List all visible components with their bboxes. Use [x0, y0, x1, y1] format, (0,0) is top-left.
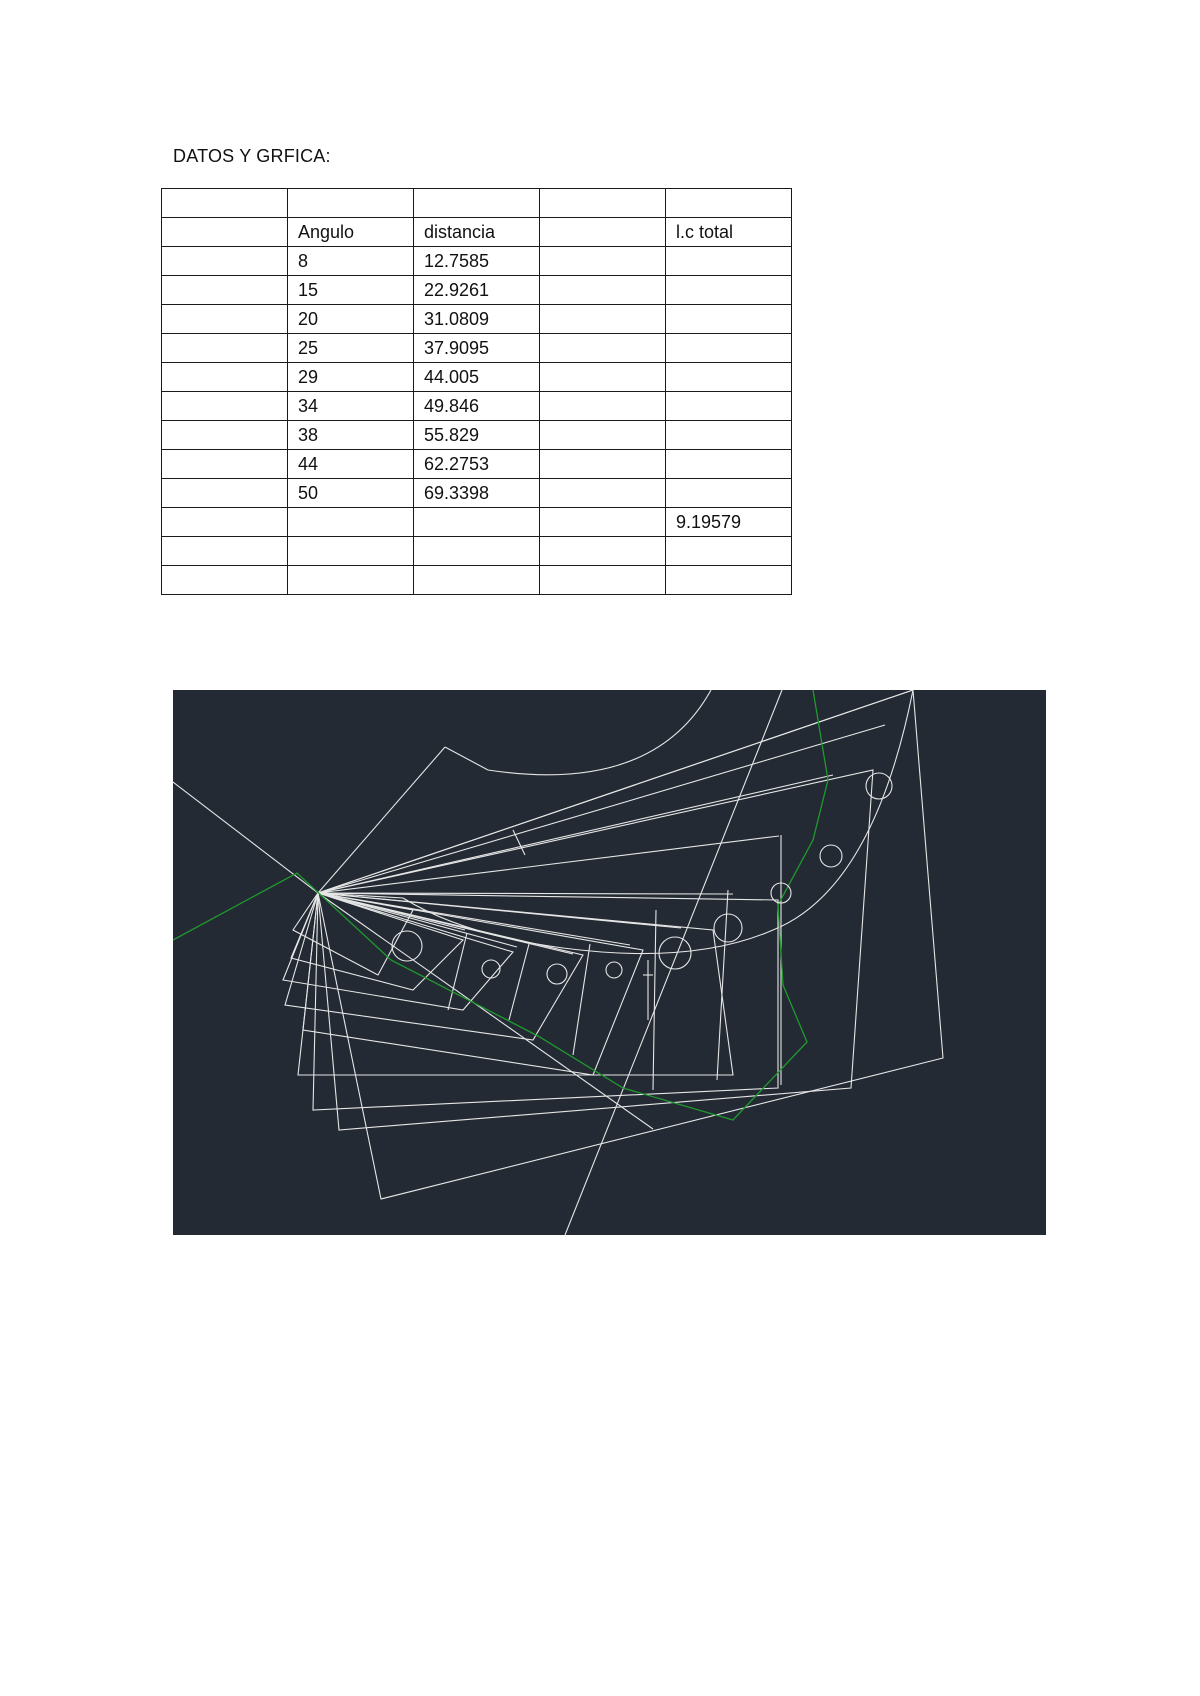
table-cell: [666, 537, 792, 566]
table-cell: [540, 189, 666, 218]
cad-rotated-rectangle: [298, 893, 733, 1075]
table-cell: 25: [288, 334, 414, 363]
cad-circle-marker: [606, 962, 622, 978]
table-cell: [162, 218, 288, 247]
cad-circle-marker: [482, 960, 500, 978]
cad-arc: [488, 690, 711, 775]
table-row: [162, 566, 792, 595]
table-cell: 55.829: [414, 421, 540, 450]
data-table: [161, 188, 792, 595]
cad-rotated-rectangle: [303, 893, 643, 1075]
cad-measure-line: [509, 944, 529, 1020]
table-row: [162, 392, 792, 421]
table-cell: [666, 334, 792, 363]
table-cell: [540, 363, 666, 392]
table-row: [162, 276, 792, 305]
table-cell: 34: [288, 392, 414, 421]
table-cell: [666, 392, 792, 421]
table-cell: [162, 479, 288, 508]
table-cell: 20: [288, 305, 414, 334]
table-cell: [666, 247, 792, 276]
table-cell: [162, 508, 288, 537]
table-cell: [540, 392, 666, 421]
table-cell: [540, 276, 666, 305]
table-cell: 9.19579: [666, 508, 792, 537]
table-cell: [162, 566, 288, 595]
table-cell: [162, 334, 288, 363]
cad-ray: [318, 725, 885, 893]
cad-profile-line: [173, 690, 828, 1120]
cad-circle-marker: [820, 845, 842, 867]
table-cell: [666, 450, 792, 479]
table-cell: [666, 566, 792, 595]
table-cell: [540, 305, 666, 334]
table-cell: [540, 450, 666, 479]
table-cell: [540, 479, 666, 508]
table-cell: [666, 421, 792, 450]
cad-measure-line: [717, 890, 728, 1080]
table-row: [162, 450, 792, 479]
table-cell: 29: [288, 363, 414, 392]
table-cell: 37.9095: [414, 334, 540, 363]
table-cell: [666, 276, 792, 305]
table-cell: [414, 566, 540, 595]
cad-measure-line: [653, 910, 656, 1090]
table-row: [162, 218, 792, 247]
table-cell: [666, 189, 792, 218]
table-row: [162, 421, 792, 450]
table-cell: [162, 421, 288, 450]
cad-ray: [318, 775, 833, 893]
cad-line: [318, 893, 653, 1129]
cad-circle-marker: [547, 964, 567, 984]
table-cell: [540, 421, 666, 450]
table-cell: [540, 537, 666, 566]
table-cell: [540, 334, 666, 363]
table-cell: [414, 189, 540, 218]
cad-line: [445, 747, 488, 770]
table-cell: [162, 537, 288, 566]
table-cell: 38: [288, 421, 414, 450]
cad-drawing: [173, 690, 1046, 1235]
data-table-body: [162, 189, 792, 595]
table-cell: 62.2753: [414, 450, 540, 479]
table-cell: 12.7585: [414, 247, 540, 276]
cad-circle-marker: [714, 914, 742, 942]
cad-drawing-svg: [173, 690, 1046, 1235]
cad-ray: [318, 836, 779, 893]
table-row: [162, 479, 792, 508]
table-row: [162, 305, 792, 334]
cad-circle-marker: [866, 773, 892, 799]
table-cell: [414, 537, 540, 566]
cad-rotated-rectangle: [313, 893, 778, 1110]
table-cell: [162, 363, 288, 392]
table-cell: [162, 247, 288, 276]
table-cell: [540, 508, 666, 537]
table-cell: [288, 508, 414, 537]
table-row: [162, 247, 792, 276]
table-cell: 50: [288, 479, 414, 508]
table-cell: 44.005: [414, 363, 540, 392]
table-cell: [666, 363, 792, 392]
page-heading: DATOS Y GRFICA:: [173, 146, 331, 166]
table-cell: [162, 305, 288, 334]
table-cell: [540, 566, 666, 595]
table-row: [162, 537, 792, 566]
table-row: [162, 508, 792, 537]
table-cell: 22.9261: [414, 276, 540, 305]
table-cell: Angulo: [288, 218, 414, 247]
table-cell: [540, 247, 666, 276]
table-cell: 49.846: [414, 392, 540, 421]
table-cell: 69.3398: [414, 479, 540, 508]
table-cell: [414, 508, 540, 537]
table-cell: [162, 189, 288, 218]
cad-circle-marker: [392, 931, 422, 961]
table-cell: [666, 479, 792, 508]
table-cell: [666, 305, 792, 334]
table-cell: [162, 276, 288, 305]
table-cell: l.c total: [666, 218, 792, 247]
cad-rotated-rectangle: [318, 770, 873, 1130]
table-row: [162, 189, 792, 218]
table-cell: [288, 566, 414, 595]
table-cell: [162, 392, 288, 421]
table-row: [162, 363, 792, 392]
table-cell: 31.0809: [414, 305, 540, 334]
table-row: [162, 334, 792, 363]
table-cell: 8: [288, 247, 414, 276]
cad-rotated-rectangle: [285, 893, 583, 1040]
table-cell: [288, 189, 414, 218]
table-cell: 15: [288, 276, 414, 305]
cad-measure-line: [573, 944, 590, 1055]
cad-arc: [403, 690, 913, 954]
table-cell: distancia: [414, 218, 540, 247]
cad-rotated-rectangle: [318, 690, 943, 1199]
table-cell: 44: [288, 450, 414, 479]
table-cell: [540, 218, 666, 247]
cad-line: [173, 782, 318, 893]
table-cell: [288, 537, 414, 566]
table-cell: [162, 450, 288, 479]
